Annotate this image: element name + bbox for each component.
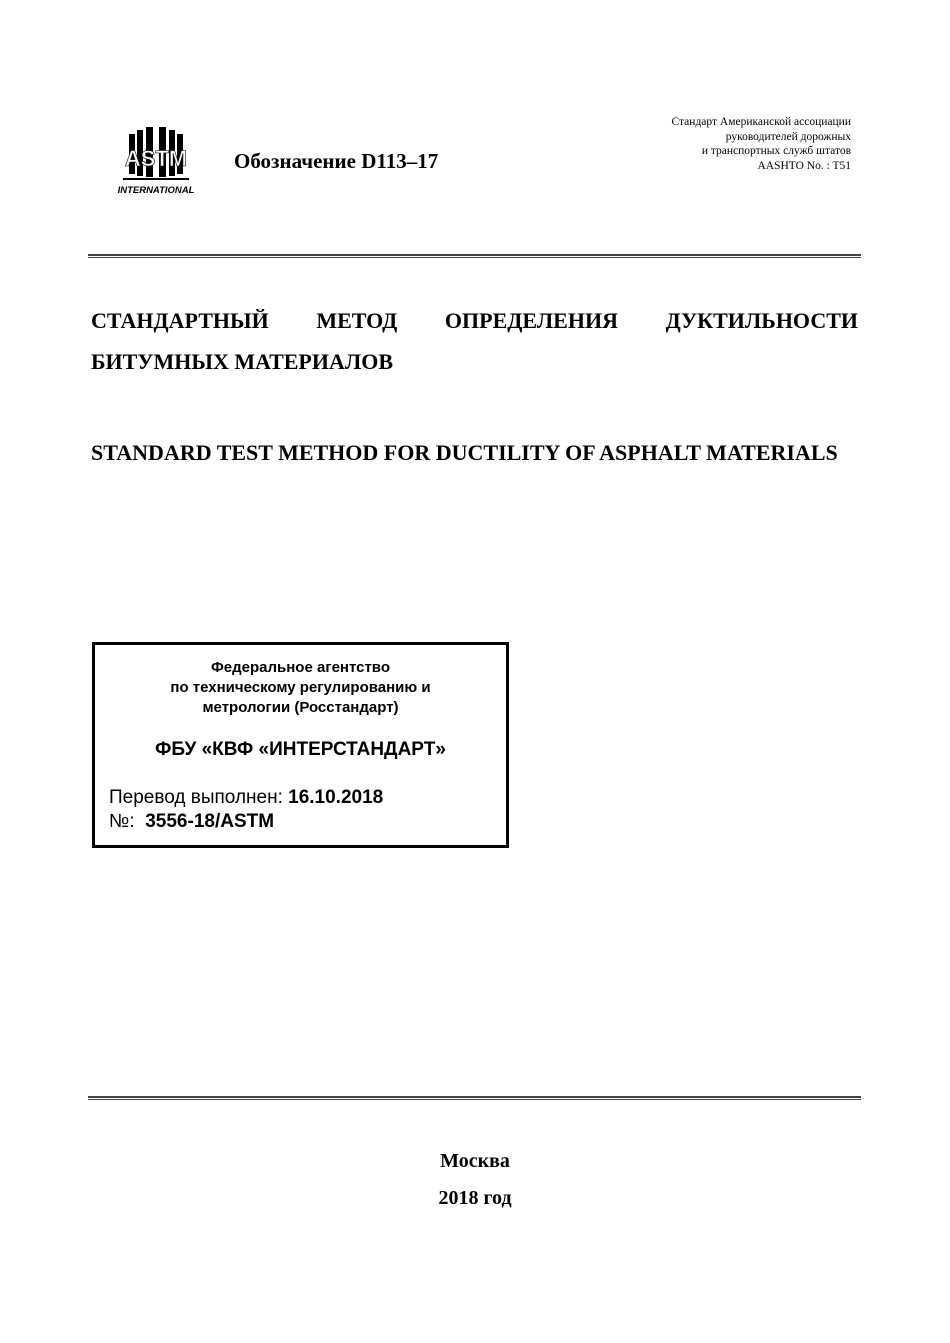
title-russian: СТАНДАРТНЫЙ МЕТОД ОПРЕДЕЛЕНИЯ ДУКТИЛЬНОСТИ БИТУМНЫХ МАТЕРИАЛОВ xyxy=(91,308,858,374)
stamp-translated-label: Перевод выполнен: xyxy=(109,787,283,808)
title-english: STANDARD TEST METHOD FOR DUCTILITY OF ASPHALT MATERIALS xyxy=(91,440,838,465)
aashto-line: руководителей дорожных xyxy=(725,130,851,143)
aashto-line: Стандарт Американской ассоциации xyxy=(671,116,851,128)
footer-year: 2018 год xyxy=(438,1187,512,1209)
stamp-agency-line: метрологии (Росстандарт) xyxy=(202,699,399,716)
astm-logo xyxy=(115,126,197,198)
stamp-agency-line: по техническому регулированию и xyxy=(170,679,431,696)
stamp-agency xyxy=(95,658,506,718)
stamp-organization: ФБУ «КВФ «ИНТЕРСТАНДАРТ» xyxy=(155,739,446,760)
footer-city: Москва xyxy=(440,1150,510,1172)
aashto-line: и транспортных служб штатов xyxy=(701,145,851,158)
logo-text: ASTM xyxy=(124,146,188,171)
stamp-number-value: 3556-18 xyxy=(145,811,215,832)
aashto-line: AASHTO No. : T51 xyxy=(757,159,851,172)
stamp-number-label: №: xyxy=(109,811,135,832)
stamp-agency-line: Федеральное агентство xyxy=(210,659,390,676)
translation-stamp xyxy=(92,642,509,848)
aashto-note xyxy=(591,115,851,173)
bottom-divider xyxy=(88,1096,861,1100)
stamp-number-suffix: /ASTM xyxy=(214,811,275,832)
stamp-translated-date: 16.10.2018 xyxy=(288,787,384,808)
standard-designation: Обозначение D113–17 xyxy=(234,149,439,173)
stamp-translation-date xyxy=(109,787,383,809)
stamp-number xyxy=(109,811,274,833)
logo-subtext: INTERNATIONAL xyxy=(117,185,195,196)
top-divider xyxy=(88,254,861,258)
